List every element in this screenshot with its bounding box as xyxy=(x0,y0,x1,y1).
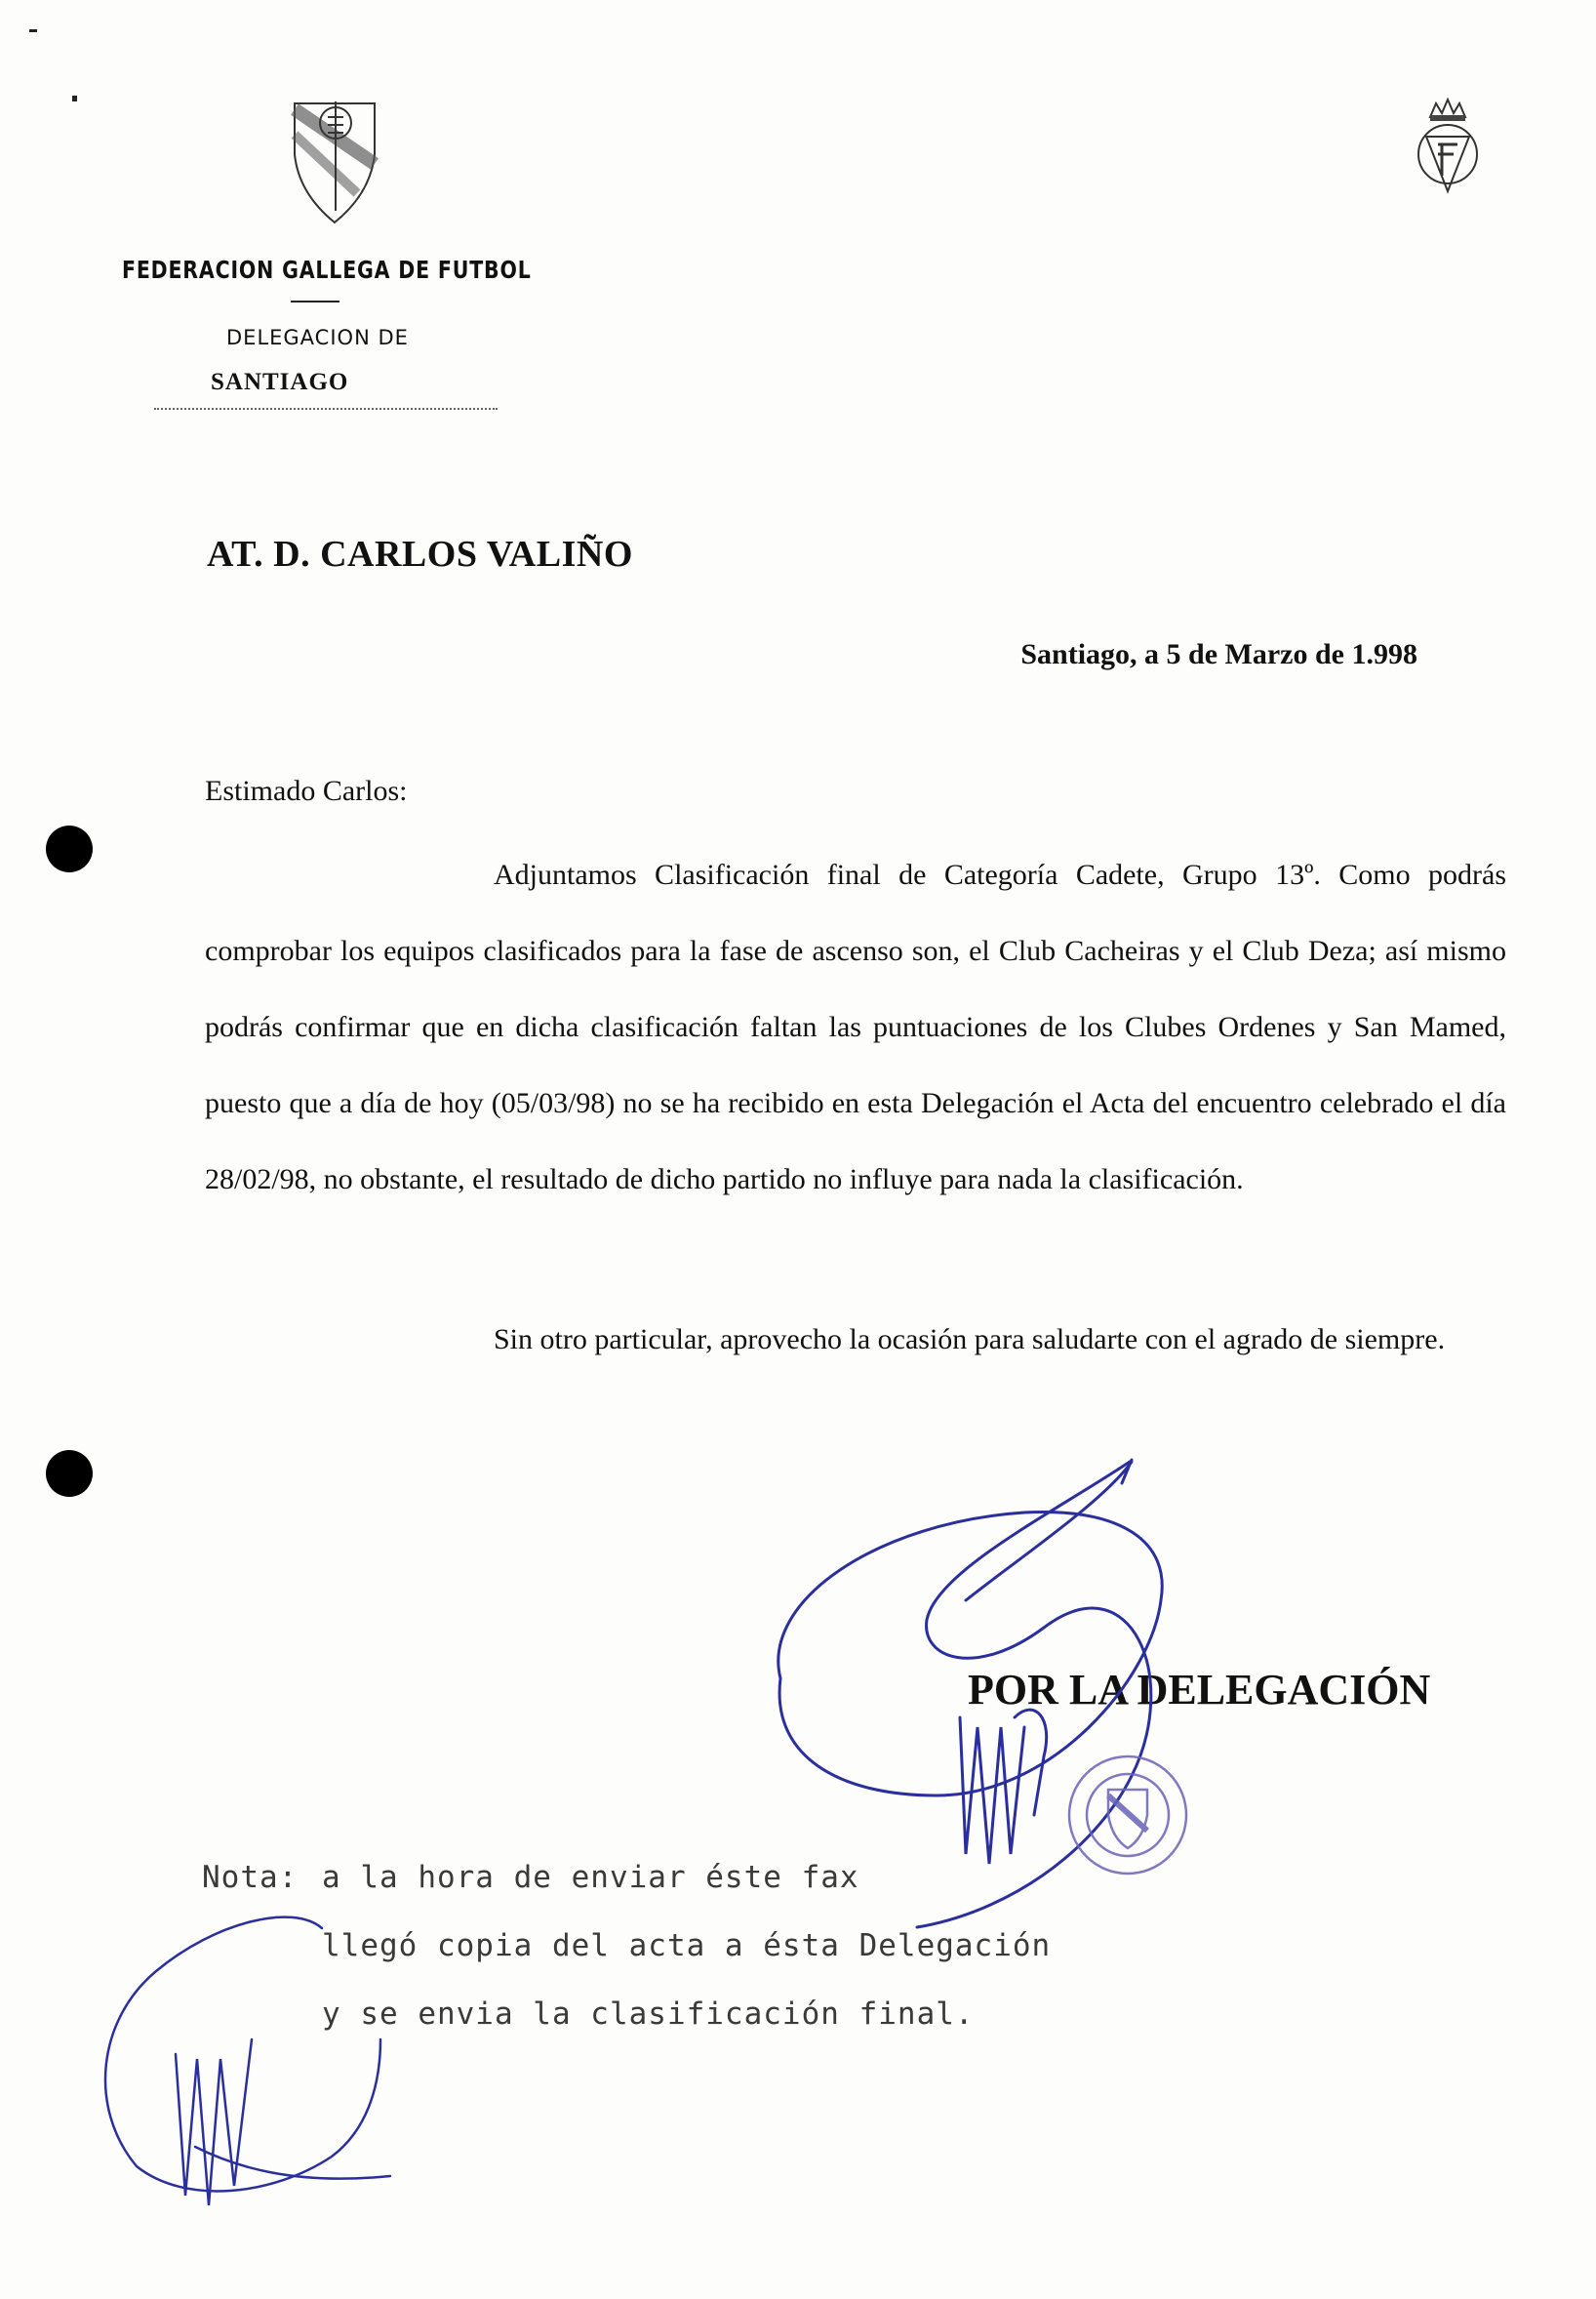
delegation-stamp xyxy=(1069,1756,1186,1874)
delegation-city: SANTIAGO xyxy=(211,369,349,395)
note-line-2: llegó copia del acta a ésta Delegación xyxy=(322,1928,1052,1963)
main-signature xyxy=(778,1460,1162,1927)
note-signature xyxy=(105,1917,390,2205)
body-paragraph-2: Sin otro particular, aprovecho la ocasión para saludarte con el agrado de siempre. xyxy=(494,1323,1446,1355)
recipient-line: AT. D. CARLOS VALIÑO xyxy=(207,534,633,575)
federation-name: FEDERACION GALLEGA DE FUTBOL xyxy=(122,256,532,284)
body-paragraph-1: Adjuntamos Clasificación final de Categoría Cadete, Grupo 13º. Como podrás comprobar los equipos clasificados para la fase de ascenso son, el Club Cacheiras y el Club Deza; así mismo podrás confirmar que en dicha clasificación faltan las puntuaciones de los Clubes Ordenes y San Mamed, puesto que a día de hoy (05/03/98) no se ha recibido en esta Delegación el Acta del encuentro celebrado el día 28/02/98, no obstante, el resultado de dicho partido no influye para nada la clasificación. xyxy=(205,859,1506,1195)
date-line: Santiago, a 5 de Marzo de 1.998 xyxy=(1020,638,1417,670)
note-line-1: a la hora de enviar éste fax xyxy=(322,1860,859,1895)
greeting: Estimado Carlos: xyxy=(205,775,408,807)
note-label: Nota: xyxy=(202,1860,299,1895)
note-line-3: y se envia la clasificación final. xyxy=(322,1996,975,2032)
delegation-label: DELEGACION DE xyxy=(226,326,409,349)
signoff: POR LA DELEGACIÓN xyxy=(968,1666,1431,1714)
